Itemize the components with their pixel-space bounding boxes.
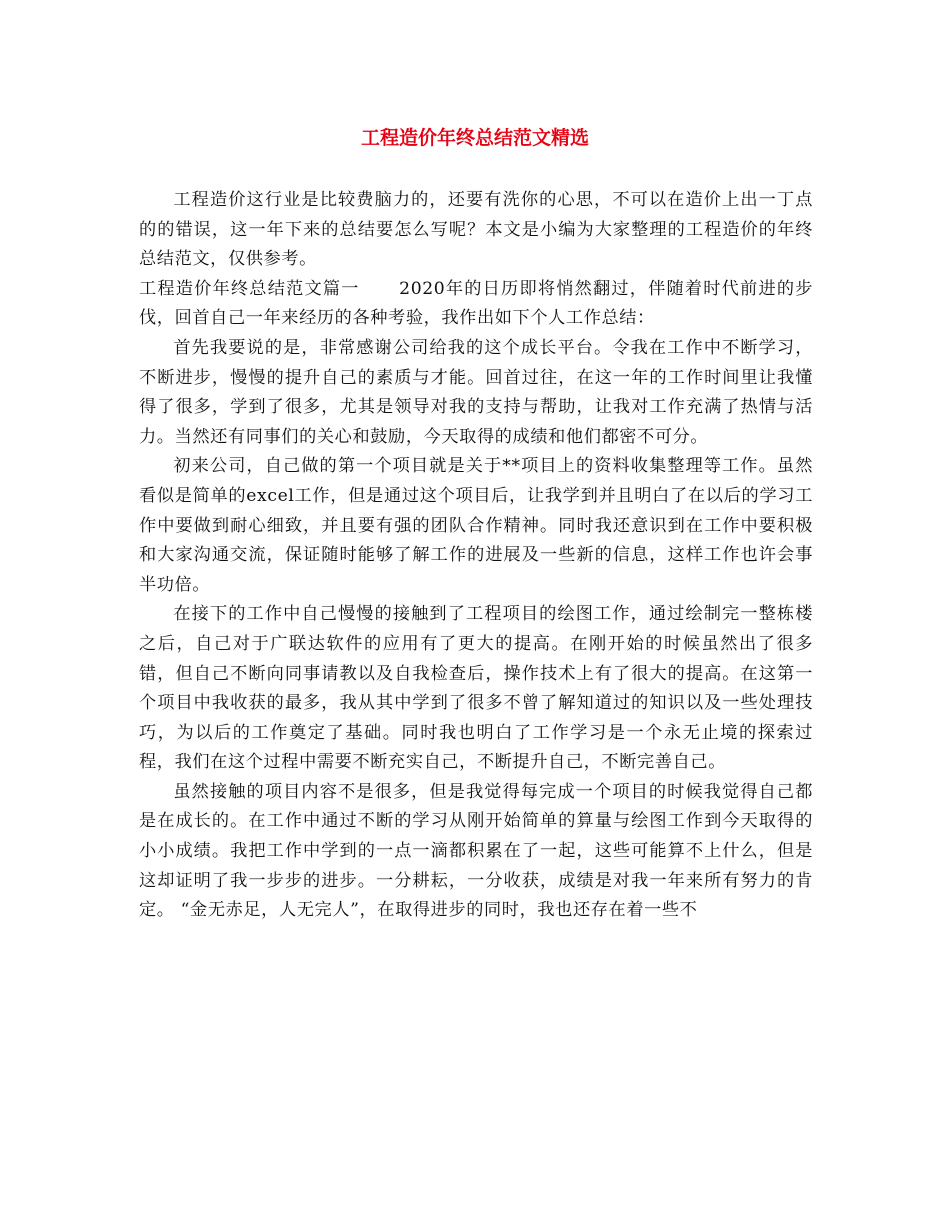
section-heading: 工程造价年终总结范文篇一 <box>139 278 360 299</box>
document-title: 工程造价年终总结范文精选 <box>360 127 589 149</box>
section-first-paragraph <box>139 275 813 334</box>
intro-paragraph: 工程造价这行业是比较费脑力的，还要有洗你的心思，不可以在造价上出一丁点的的错误，这一年下来的总结要怎么写呢？本文是小编为大家整理的工程造价的年终总结范文，仅供参考。 <box>139 190 813 270</box>
document-body <box>139 186 813 926</box>
section-first-text: 2020年的日历即将悄然翻过，伴随着时代前进的步伐，回首自己一年来经历的各种考验，我作出如下个人工作总结： <box>139 278 813 329</box>
body-paragraph: 虽然接触的项目内容不是很多，但是我觉得每完成一个项目的时候我觉得自己都是在成长的。在工作中通过不断的学习从刚开始简单的算量与绘图工作到今天取得的小小成绩。我把工作中学到的一点一滴都积累在了一起，这些可能算不上什么，但是这却证明了我一步步的进步。一分耕耘，一分收获，成绩是对我一年来所有努力的肯定。 “金无赤足，人无完人”，在取得进步的同时，我也还存在着一些不 <box>139 781 813 921</box>
body-paragraph: 在接下的工作中自己慢慢的接触到了工程项目的绘图工作，通过绘制完一整栋楼之后，自己对于广联达软件的应用有了更大的提高。在刚开始的时候虽然出了很多错，但自己不断向同事请教以及自我检查后，操作技术上有了很大的提高。在这第一个项目中我收获的最多，我从其中学到了很多不曾了解知道过的知识以及一些处理技巧，为以后的工作奠定了基础。同时我也明白了工作学习是一个永无止境的探索过程，我们在这个过程中需要不断充实自己，不断提升自己，不断完善自己。 <box>139 604 813 773</box>
body-paragraph: 首先我要说的是，非常感谢公司给我的这个成长平台。令我在工作中不断学习，不断进步，慢慢的提升自己的素质与才能。回首过往，在这一年的工作时间里让我懂得了很多，学到了很多，尤其是领导对我的支持与帮助，让我对工作充满了热情与活力。当然还有同事们的关心和鼓励，今天取得的成绩和他们都密不可分。 <box>139 337 813 447</box>
body-paragraph: 初来公司，自己做的第一个项目就是关于**项目上的资料收集整理等工作。虽然看似是简单的excel工作，但是通过这个项目后，让我学到并且明白了在以后的学习工作中要做到耐心细致，并且要有强的团队合作精神。同时我还意识到在工作中要积极和大家沟通交流，保证随时能够了解工作的进展及一些新的信息，这样工作也许会事半功倍。 <box>139 456 813 595</box>
